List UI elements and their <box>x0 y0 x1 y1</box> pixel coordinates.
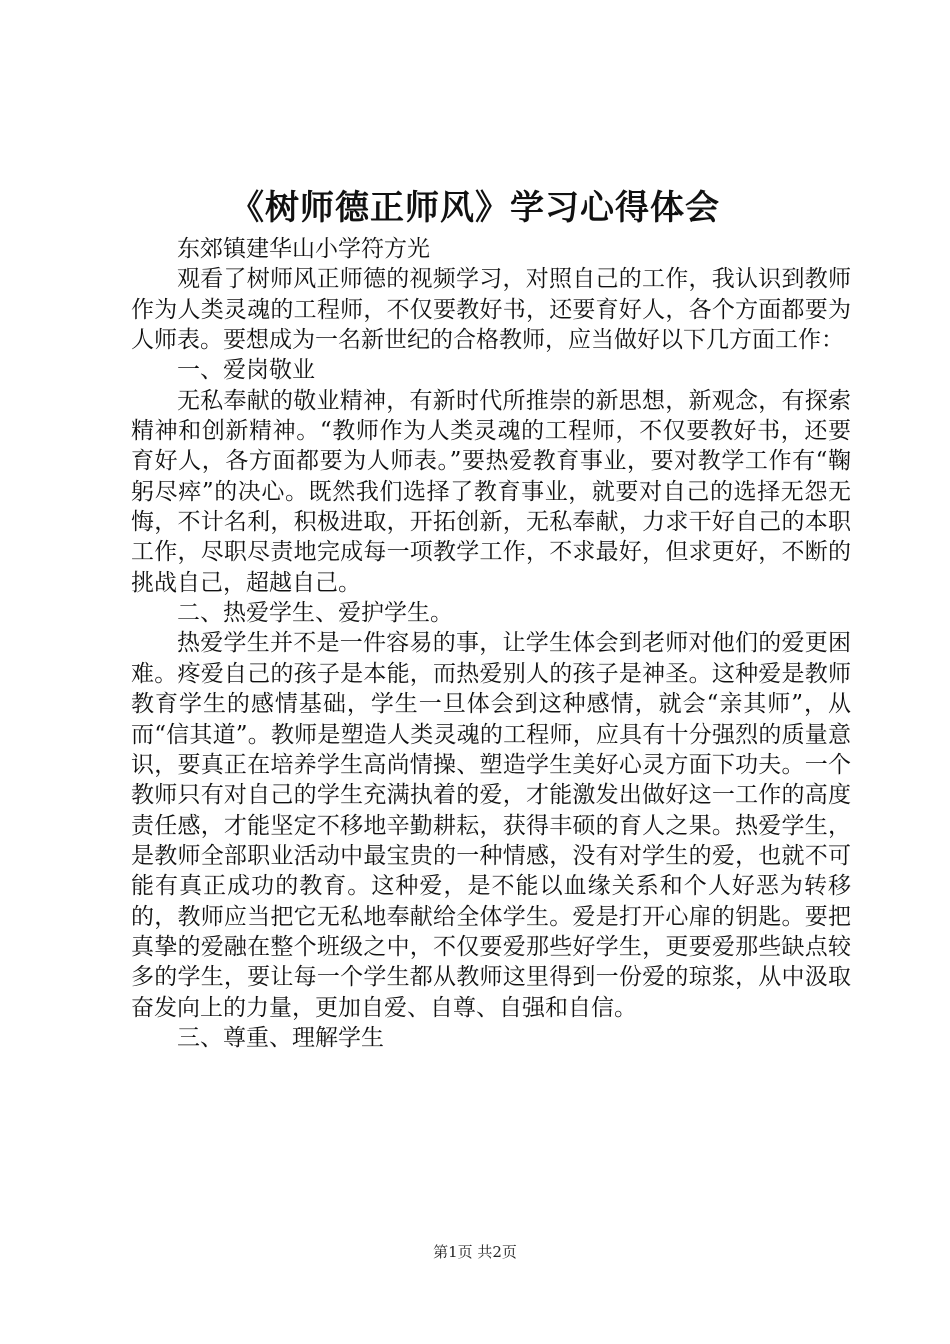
document-body <box>131 234 851 1053</box>
page-footer: 第1页 共2页 <box>433 1243 517 1261</box>
paragraph-intro: 观看了树师风正师德的视频学习，对照自己的工作，我认识到教师作为人类灵魂的工程师，不仅要教好书，还要育好人，各个方面都要为人师表。要想成为一名新世纪的合格教师，应当做好以下几方面工作： <box>131 266 851 354</box>
section-heading-3: 三、尊重、理解学生 <box>177 1024 384 1051</box>
document-title: 《树师德正师风》学习心得体会 <box>230 188 720 228</box>
section-heading-2: 二、热爱学生、爱护学生。 <box>177 600 453 627</box>
author-line: 东郊镇建华山小学符方光 <box>177 236 430 262</box>
paragraph-section-1: 无私奉献的敬业精神，有新时代所推崇的新思想，新观念，有探索精神和创新精神。“教师作为人类灵魂的工程师，不仅要教好书，还要育好人，各方面都要为人师表。”要热爱教育事业，要对教学工作有“鞠躬尽瘁”的决心。既然我们选择了教育事业，就要对自己的选择无怨无悔，不计名利，积极进取，开拓创新，无私奉献，力求干好自己的本职工作，尽职尽责地完成每一项教学工作，不求最好，但求更好，不断的挑战自己，超越自己。 <box>131 387 851 596</box>
paragraph-section-2: 热爱学生并不是一件容易的事，让学生体会到老师对他们的爱更困难。疼爱自己的孩子是本能，而热爱别人的孩子是神圣。这种爱是教师教育学生的感情基础，学生一旦体会到这种感情，就会“亲其师”，从而“信其道”。教师是塑造人类灵魂的工程师，应具有十分强烈的质量意识，要真正在培养学生高尚情操、塑造学生美好心灵方面下功夫。一个教师只有对自己的学生充满执着的爱，才能激发出做好这一工作的高度责任感，才能坚定不移地辛勤耕耘，获得丰硕的育人之果。热爱学生，是教师全部职业活动中最宝贵的一种情感，没有对学生的爱，也就不可能有真正成功的教育。这种爱，是不能以血缘关系和个人好恶为转移的，教师应当把它无私地奉献给全体学生。爱是打开心扉的钥匙。要把真挚的爱融在整个班级之中，不仅要爱那些好学生，更要爱那些缺点较多的学生，要让每一个学生都从教师这里得到一份爱的琼浆，从中汲取奋发向上的力量，更加自爱、自尊、自强和自信。 <box>131 630 851 1021</box>
section-heading-1: 一、爱岗敬业 <box>177 357 315 384</box>
